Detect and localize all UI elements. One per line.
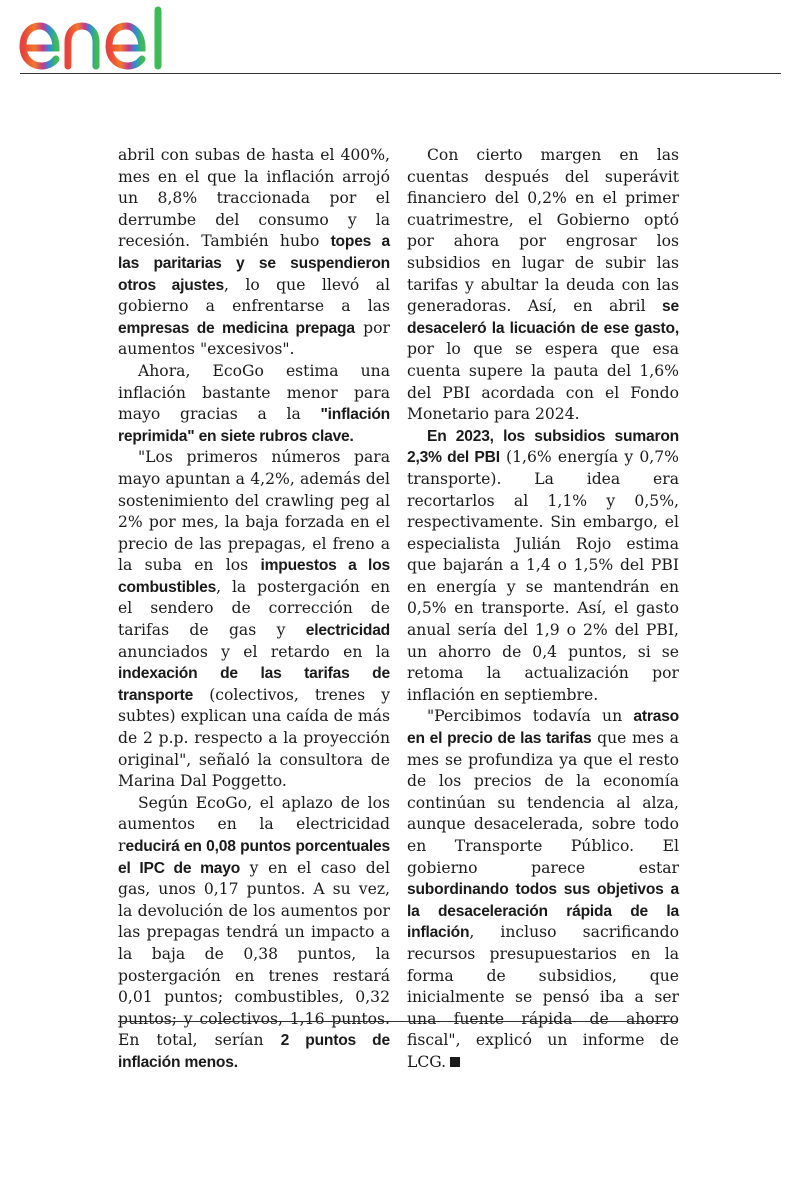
- article-paragraph: [118, 447, 390, 793]
- end-of-article-icon: [450, 1057, 460, 1067]
- highlight-text: indexación de las tarifas de transporte: [118, 665, 390, 704]
- highlight-text: subordinando todos sus objetivos a la desaceleración rápida de la inflación: [407, 881, 679, 942]
- highlight-text: "inflación reprimida" en siete rubros clave.: [118, 406, 390, 445]
- article-column-left: [118, 145, 390, 1074]
- article-paragraph: [118, 361, 390, 447]
- body-text: y en el caso del gas, unos 0,17 puntos. A su vez, la devolución de los aumentos por las prepagas tendrá un impacto a la baja de 0,38 puntos, la postergación en trenes restará 0,01 puntos; combustibles, 0,32 puntos; y colectivos, 1,16 puntos. En total, serían: [118, 858, 390, 1050]
- body-text: , lo que llevó al gobierno a enfrentarse a las: [118, 275, 390, 316]
- body-text: por lo que se espera que esa cuenta supere la pauta del 1,6% del PBI acordada con el Fondo Monetario para 2024.: [407, 340, 679, 424]
- body-text: (1,6% energía y 0,7% transporte). La idea era recortarlos al 1,1% y 0,5%, respectivamente. Sin embargo, el especialista Julián Rojo estima que bajarán a 1,4 o 1,5% del PBI en energía y se mantendrán en 0,5% en transporte. Así, el gasto anual sería del 1,9 o 2% del PBI, un ahorro de 0,4 puntos, si se retoma la actualización por inflación en septiembre.: [407, 448, 679, 704]
- highlight-text: topes a las paritarias y se suspendieron otros ajustes: [118, 233, 390, 294]
- article-paragraph: [407, 426, 679, 707]
- article-paragraph: [407, 706, 679, 1073]
- article-column-right: [407, 145, 679, 1074]
- highlight-text: educirá en 0,08 puntos porcentuales el IPC de mayo: [118, 838, 390, 877]
- article-paragraph: [118, 145, 390, 361]
- highlight-text: 2 puntos de inflación menos.: [118, 1032, 390, 1071]
- body-text: anunciados y el retardo en la: [118, 642, 390, 661]
- body-text: Según EcoGo, el aplazo de los aumentos en la electricidad r: [118, 793, 390, 855]
- body-text: por aumentos "excesivos".: [118, 318, 390, 359]
- highlight-text: atraso en el precio de las tarifas: [407, 708, 679, 748]
- body-text: "Los primeros números para mayo apuntan a 4,2%, además del sostenimiento del crawling peg al 2% por mes, la baja forzada en el precio de las prepagas, el freno a la suba en los: [118, 448, 390, 575]
- body-text: , incluso sacrificando recursos presupuestarios en la forma de subsidios, que inicialmente se pensó iba a ser una fuente rápida de ahorro fiscal", explicó un informe de LCG.: [407, 923, 679, 1071]
- highlight-text: empresas de medicina prepaga: [118, 319, 355, 337]
- article-paragraph: [118, 793, 390, 1074]
- highlight-text: se desaceleró la licuación de ese gasto,: [407, 298, 679, 337]
- highlight-text: En 2023, los subsidios sumaron 2,3% del PBI: [407, 427, 679, 467]
- body-text: , la postergación en el sendero de corrección de tarifas de gas y: [118, 577, 390, 640]
- body-text: "Percibimos todavía un: [427, 707, 634, 726]
- body-text: Ahora, EcoGo estima una inflación bastante menor para mayo gracias a la: [118, 361, 390, 424]
- highlight-text: impuestos a los combustibles: [118, 557, 390, 596]
- enel-logo: [16, 4, 196, 70]
- body-text: que mes a mes se profundiza ya que el resto de los precios de la economía continúan su tendencia al alza, aunque desacelerada, sobre todo en Transporte Público. El gobierno parece estar: [407, 729, 679, 877]
- highlight-text: electricidad: [305, 622, 390, 640]
- article-paragraph: [407, 145, 679, 426]
- header-divider: [20, 73, 781, 74]
- body-text: (colectivos, trenes y subtes) explican una caída de más de 2 p.p. respecto a la proyección original", señaló la consultora de Marina Dal Poggetto.: [118, 685, 390, 791]
- footer-divider: [118, 1021, 678, 1022]
- body-text: abril con subas de hasta el 400%, mes en el que la inflación arrojó un 8,8% traccionada por el derrumbe del consumo y la recesión. También hubo: [118, 146, 390, 251]
- body-text: Con cierto margen en las cuentas después del superávit financiero del 0,2% en el primer cuatrimestre, el Gobierno optó por ahora por engrosar los subsidios en lugar de subir las tarifas y abultar la deuda con las generadoras. Así, en abril: [407, 146, 679, 316]
